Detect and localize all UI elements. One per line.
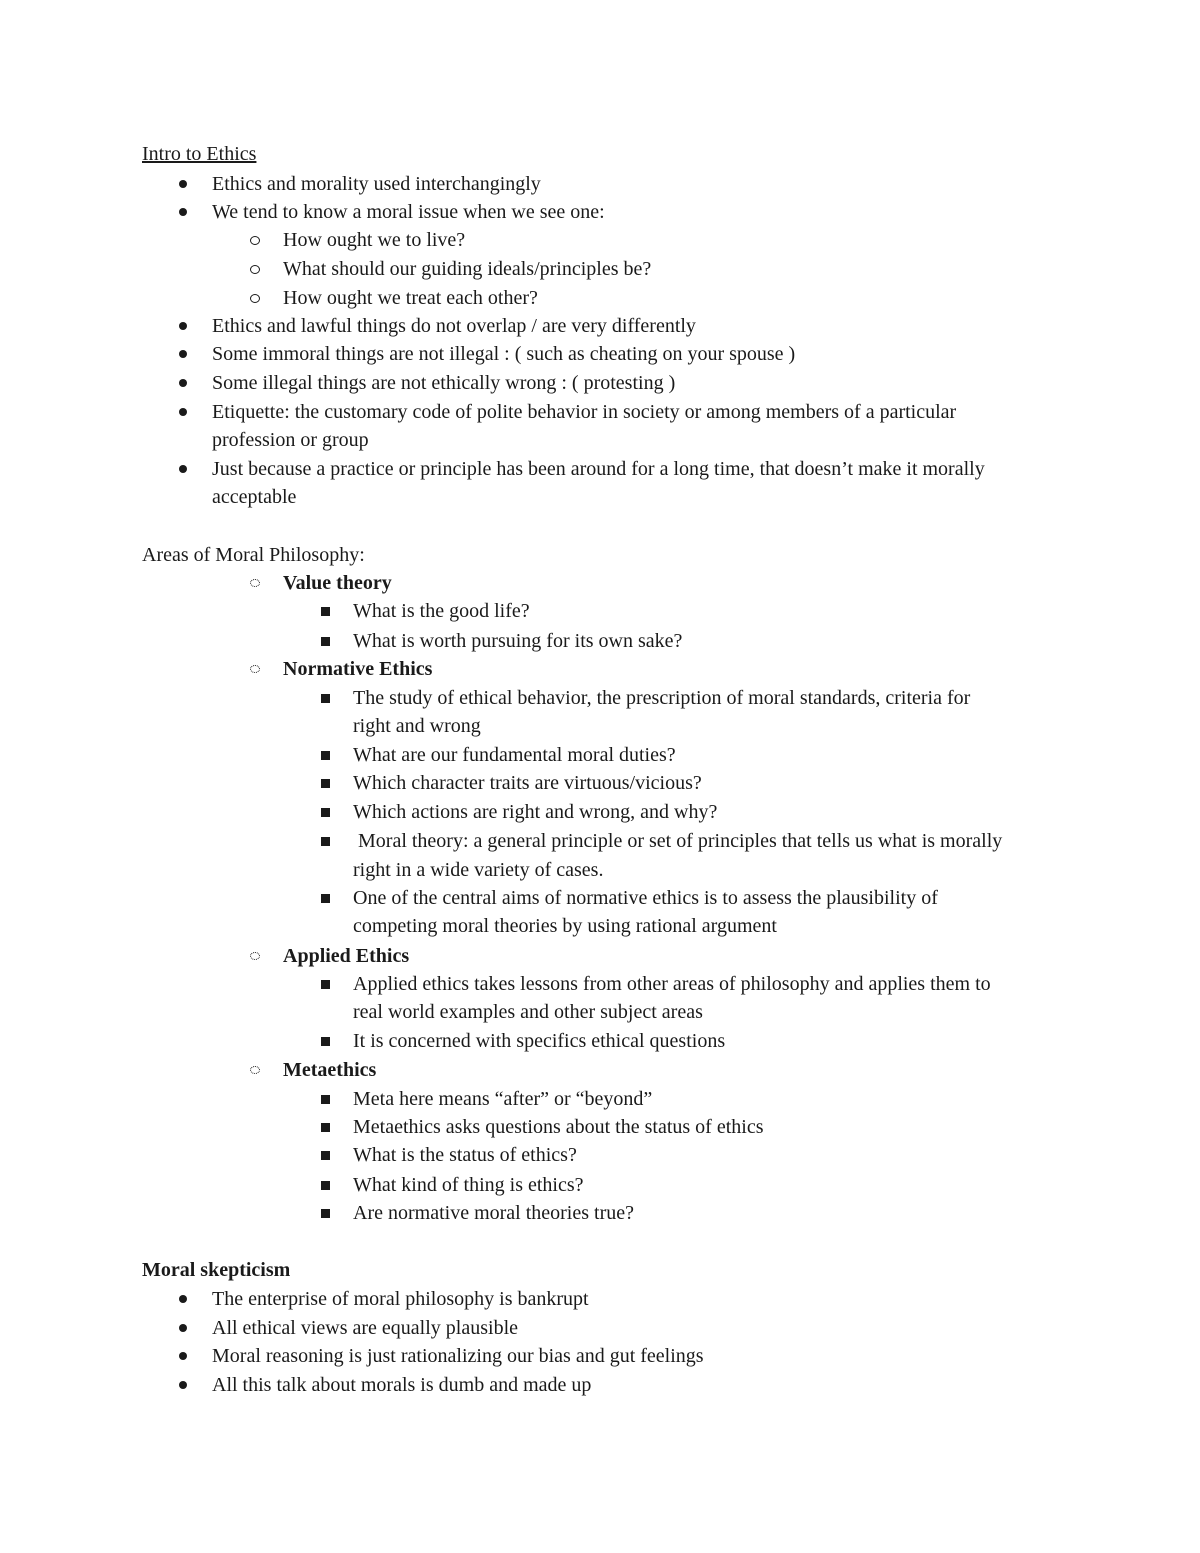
bullet-dotted-circle-icon [245, 942, 265, 970]
list-item: The enterprise of moral philosophy is bankrupt [212, 1288, 589, 1310]
list-item: Some illegal things are not ethically wrong : ( protesting ) [212, 372, 676, 394]
bullet-square-icon [315, 884, 335, 912]
bullet-square-icon [315, 970, 335, 998]
list-item: The study of ethical behavior, the prescription of moral standards, criteria for [353, 687, 971, 709]
list-item: What is the status of ethics? [353, 1144, 577, 1166]
section-title-areas: Areas of Moral Philosophy: [142, 544, 365, 566]
bullet-disc-icon [173, 312, 193, 340]
list-item-continuation: profession or group [212, 429, 369, 451]
bullet-disc-icon [173, 1314, 193, 1342]
list-item: What kind of thing is ethics? [353, 1174, 584, 1196]
list-item: Some immoral things are not illegal : ( such as cheating on your spouse ) [212, 343, 796, 365]
list-item: How ought we treat each other? [283, 287, 538, 309]
bullet-square-icon [315, 1141, 335, 1169]
bullet-square-icon [315, 798, 335, 826]
bullet-dotted-circle-icon [245, 1056, 265, 1084]
bullet-square-icon [315, 769, 335, 797]
list-item: All this talk about morals is dumb and made up [212, 1374, 592, 1396]
list-item: All ethical views are equally plausible [212, 1317, 519, 1339]
list-item: We tend to know a moral issue when we see one: [212, 201, 605, 223]
list-item: What are our fundamental moral duties? [353, 744, 676, 766]
bullet-disc-icon [173, 170, 193, 198]
list-item-continuation: real world examples and other subject areas [353, 1001, 703, 1023]
list-item: It is concerned with specifics ethical questions [353, 1030, 726, 1052]
list-item: Moral reasoning is just rationalizing our bias and gut feelings [212, 1345, 704, 1367]
bullet-disc-icon [173, 1342, 193, 1370]
bullet-disc-icon [173, 369, 193, 397]
bullet-disc-icon [173, 398, 193, 426]
bullet-square-icon [315, 741, 335, 769]
subheading-metaethics: Metaethics [283, 1059, 377, 1081]
list-item: Etiquette: the customary code of polite behavior in society or among members of a particular [212, 401, 957, 423]
list-item-continuation: competing moral theories by using rational argument [353, 915, 777, 937]
subheading-value-theory: Value theory [283, 572, 392, 594]
bullet-square-icon [315, 827, 335, 855]
list-item: What is worth pursuing for its own sake? [353, 630, 683, 652]
list-item: Which character traits are virtuous/vicious? [353, 772, 702, 794]
bullet-circle-icon [245, 255, 265, 283]
list-item: Moral theory: a general principle or set of principles that tells us what is morally [353, 830, 1003, 852]
list-item: How ought we to live? [283, 229, 466, 251]
list-item-continuation: right in a wide variety of cases. [353, 859, 604, 881]
list-item-continuation: acceptable [212, 486, 297, 508]
list-item: What is the good life? [353, 600, 530, 622]
bullet-square-icon [315, 1171, 335, 1199]
bullet-disc-icon [173, 198, 193, 226]
bullet-disc-icon [173, 1285, 193, 1313]
list-item: Ethics and morality used interchangingly [212, 173, 541, 195]
list-item: Meta here means “after” or “beyond” [353, 1088, 653, 1110]
bullet-square-icon [315, 597, 335, 625]
list-item: Are normative moral theories true? [353, 1202, 634, 1224]
list-item: One of the central aims of normative ethics is to assess the plausibility of [353, 887, 938, 909]
bullet-disc-icon [173, 455, 193, 483]
list-item: Applied ethics takes lessons from other areas of philosophy and applies them to [353, 973, 991, 995]
bullet-square-icon [315, 1085, 335, 1113]
list-item: What should our guiding ideals/principles be? [283, 258, 652, 280]
bullet-square-icon [315, 684, 335, 712]
bullet-circle-icon [245, 284, 265, 312]
bullet-square-icon [315, 1199, 335, 1227]
list-item: Metaethics asks questions about the status of ethics [353, 1116, 764, 1138]
bullet-disc-icon [173, 340, 193, 368]
list-item: Which actions are right and wrong, and why? [353, 801, 718, 823]
section-title-skepticism: Moral skepticism [142, 1259, 291, 1281]
list-item: Ethics and lawful things do not overlap / are very differently [212, 315, 696, 337]
list-item-continuation: right and wrong [353, 715, 481, 737]
subheading-applied-ethics: Applied Ethics [283, 945, 410, 967]
bullet-dotted-circle-icon [245, 655, 265, 683]
bullet-disc-icon [173, 1371, 193, 1399]
bullet-square-icon [315, 627, 335, 655]
section-title-intro: Intro to Ethics [142, 143, 257, 165]
subheading-normative-ethics: Normative Ethics [283, 658, 433, 680]
bullet-dotted-circle-icon [245, 569, 265, 597]
list-item: Just because a practice or principle has been around for a long time, that doesn’t make it morally [212, 458, 985, 480]
bullet-square-icon [315, 1113, 335, 1141]
bullet-circle-icon [245, 226, 265, 254]
bullet-square-icon [315, 1027, 335, 1055]
